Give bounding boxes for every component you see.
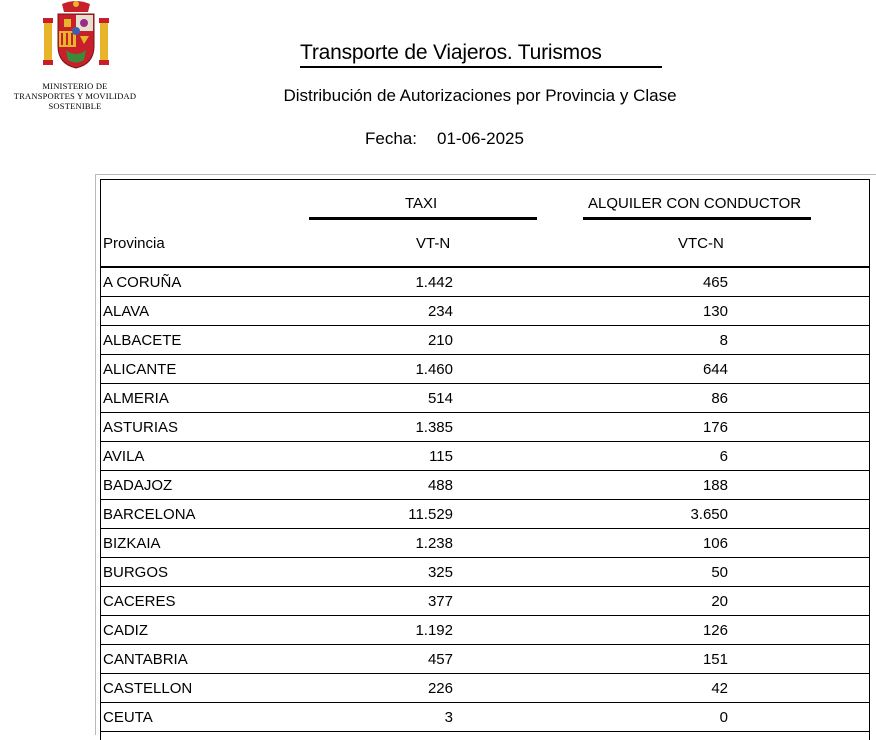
vtn-cell: 3 [444,709,453,726]
group-header-alquiler: ALQUILER CON CONDUCTOR [588,195,802,212]
date-label: Fecha: [365,129,417,148]
column-header-provincia: Provincia [103,235,165,252]
vtc-cell: 50 [711,564,728,581]
table-row [100,384,869,413]
provincia-cell: ALMERIA [103,390,169,407]
table-row [100,703,869,732]
provincia-cell: CACERES [103,593,176,610]
vtn-cell: 210 [427,332,453,349]
column-header-vtn: VT-N [416,235,451,252]
provincia-cell: A CORUÑA [103,274,182,291]
vtn-cell: 11.529 [408,506,453,523]
provincia-cell: ALAVA [103,303,150,320]
vtn-cell: 1.238 [415,535,453,552]
table-row [100,674,869,703]
provincia-cell: BIZKAIA [103,535,161,552]
provincia-cell: ASTURIAS [103,419,179,436]
vtn-cell: 1.192 [415,622,453,639]
provincia-cell: AVILA [103,448,145,465]
provincia-cell: ALBACETE [103,332,182,349]
ministry-line: SOSTENIBLE [48,101,102,111]
provincia-cell: BARCELONA [103,506,196,523]
table-row [100,645,869,674]
vtc-cell: 106 [702,535,728,552]
table-row [100,500,869,529]
group-underline-taxi [309,217,537,220]
column-header-vtc: VTC-N [678,235,724,252]
vtc-cell: 3.650 [690,506,728,523]
vtc-cell: 6 [719,448,728,465]
vtc-cell: 20 [711,593,728,610]
table-row [100,413,869,442]
table-body [100,268,869,732]
provincia-cell: CASTELLON [103,680,193,697]
table-row [100,558,869,587]
vtc-cell: 42 [711,680,728,697]
provincia-cell: BADAJOZ [103,477,173,494]
vtc-cell: 130 [702,303,728,320]
vtn-cell: 226 [427,680,453,697]
group-underline-alquiler [583,217,811,220]
provincia-cell: BURGOS [103,564,169,581]
vtn-cell: 234 [427,303,453,320]
vtn-cell: 514 [427,390,453,407]
vtn-cell: 377 [427,593,453,610]
vtc-cell: 151 [702,651,728,668]
table-row [100,587,869,616]
date-value: 01-06-2025 [437,129,524,148]
provincia-cell: ALICANTE [103,361,177,378]
table-row [100,529,869,558]
provincia-cell: CEUTA [103,709,153,726]
table-row [100,326,869,355]
ministry-line: TRANSPORTES Y MOVILIDAD [13,91,137,101]
vtc-cell: 188 [702,477,728,494]
vtn-cell: 1.460 [415,361,453,378]
report-title: Transporte de Viajeros. Turismos [300,41,662,68]
ministry-line: MINISTERIO DE [42,81,108,91]
vtc-cell: 8 [719,332,728,349]
table-row [100,442,869,471]
vtc-cell: 86 [711,390,728,407]
table-row [100,616,869,645]
table-row [100,471,869,500]
group-header-taxi: TAXI [405,195,438,212]
vtn-cell: 115 [429,448,453,465]
vtn-cell: 1.442 [415,274,453,291]
table-row [100,268,869,297]
vtc-cell: 126 [702,622,728,639]
table-row [100,297,869,326]
vtn-cell: 1.385 [415,419,453,436]
vtc-cell: 0 [719,709,728,726]
coat-of-arms-logo [40,0,112,72]
vtn-cell: 457 [427,651,453,668]
provincia-cell: CANTABRIA [103,651,188,668]
table-row [100,355,869,384]
vtc-cell: 465 [702,274,728,291]
report-subtitle: Distribución de Autorizaciones por Provincia y Clase [283,86,677,105]
vtc-cell: 176 [702,419,728,436]
vtn-cell: 325 [427,564,453,581]
vtc-cell: 644 [702,361,728,378]
provincia-cell: CADIZ [103,622,148,639]
vtn-cell: 488 [427,477,453,494]
